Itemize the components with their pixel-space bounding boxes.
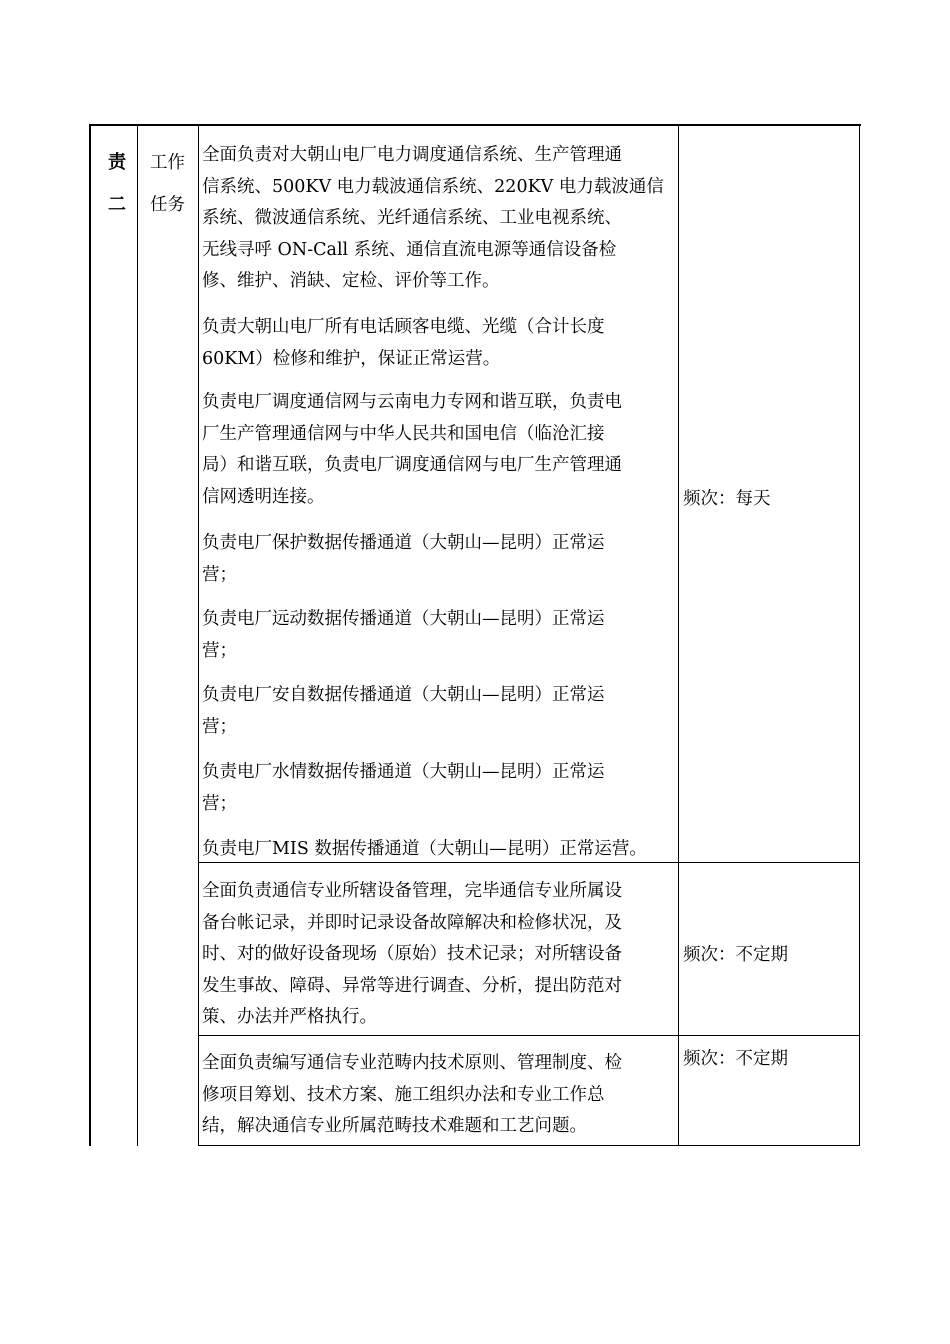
work-task-label-line: 工作 [150,153,185,173]
task-paragraph [202,312,676,375]
task-paragraph [202,1048,676,1143]
task-line: 负责大朝山电厂所有电话顾客电缆、光缆（合计长度 [202,317,605,337]
row3-bottom-border [198,1145,860,1146]
section-label-column [105,142,129,226]
frequency-cell: 频次：每天 [683,489,771,509]
task-line: 修项目筹划、技术方案、施工组织办法和专业工作总 [202,1084,605,1105]
task-paragraph [202,604,676,667]
task-line: 营； [202,564,237,585]
task-line: 备台帐记录，并即时记录设备故障解决和检修状况，及 [202,912,622,933]
task-line: 局）和谐互联，负责电厂调度通信网与电厂生产管理通 [202,455,622,475]
table-top-border [89,124,861,126]
task-paragraph [202,387,676,513]
task-line: 无线寻呼 ON-Call 系统、通信直流电源等通信设备检 [202,239,617,260]
task-line: 营； [202,716,237,737]
task-line: 营； [202,640,237,661]
task-line: 全面负责通信专业所辖设备管理，完毕通信专业所属设 [202,881,622,901]
table-right-border [859,124,860,1146]
task-line: 策、办法并严格执行。 [202,1007,377,1027]
section-label-char: 责 [108,152,126,173]
task-paragraph [202,140,676,298]
col-c-divider [678,124,679,1146]
task-line: 负责电厂MIS 数据传播通道（大朝山—昆明）正常运营。 [202,839,647,859]
task-line: 营； [202,793,237,814]
task-line: 修、维护、消缺、定检、评价等工作。 [202,271,500,291]
frequency-cell: 频次：不定期 [683,1049,788,1069]
task-line: 信网透明连接。 [202,486,325,507]
col-b-divider [198,124,199,1146]
task-line: 负责电厂水情数据传播通道（大朝山—昆明）正常运 [202,762,605,782]
table-left-border [89,124,91,1146]
work-task-label-line: 任务 [150,195,185,215]
task-line: 发生事故、障碍、异常等进行调查、分析，提出防范对 [202,975,622,996]
task-line: 结，解决通信专业所属范畴技术难题和工艺问题。 [202,1116,587,1136]
work-task-label [150,142,194,226]
section-label-char: 二 [108,194,126,215]
task-line: 厂生产管理通信网与中华人民共和国电信（临沧汇接 [202,423,605,444]
task-paragraph [202,757,676,820]
task-line: 全面负责对大朝山电厂电力调度通信系统、生产管理通 [202,145,622,165]
task-line: 负责电厂远动数据传播通道（大朝山—昆明）正常运 [202,609,605,629]
task-line: 负责电厂保护数据传播通道（大朝山—昆明）正常运 [202,533,605,553]
task-line: 60KM）检修和维护，保证正常运营。 [202,348,501,369]
task-paragraph [202,528,676,591]
task-paragraph [202,680,676,743]
task-line: 负责电厂安自数据传播通道（大朝山—昆明）正常运 [202,685,605,705]
task-line: 负责电厂调度通信网与云南电力专网和谐互联，负责电 [202,392,622,412]
col-a-divider [137,124,138,1146]
task-line: 信系统、500KV 电力载波通信系统、220KV 电力载波通信 [202,176,664,197]
task-paragraph [202,876,676,1034]
row2-bottom-border [198,1035,860,1036]
task-line: 系统、微波通信系统、光纤通信系统、工业电视系统、 [202,208,622,228]
task-line: 全面负责编写通信专业范畴内技术原则、管理制度、检 [202,1053,622,1073]
task-paragraph [202,834,676,866]
frequency-cell: 频次：不定期 [683,945,788,965]
task-line: 时、对的做好设备现场（原始）技术记录；对所辖设备 [202,944,622,964]
